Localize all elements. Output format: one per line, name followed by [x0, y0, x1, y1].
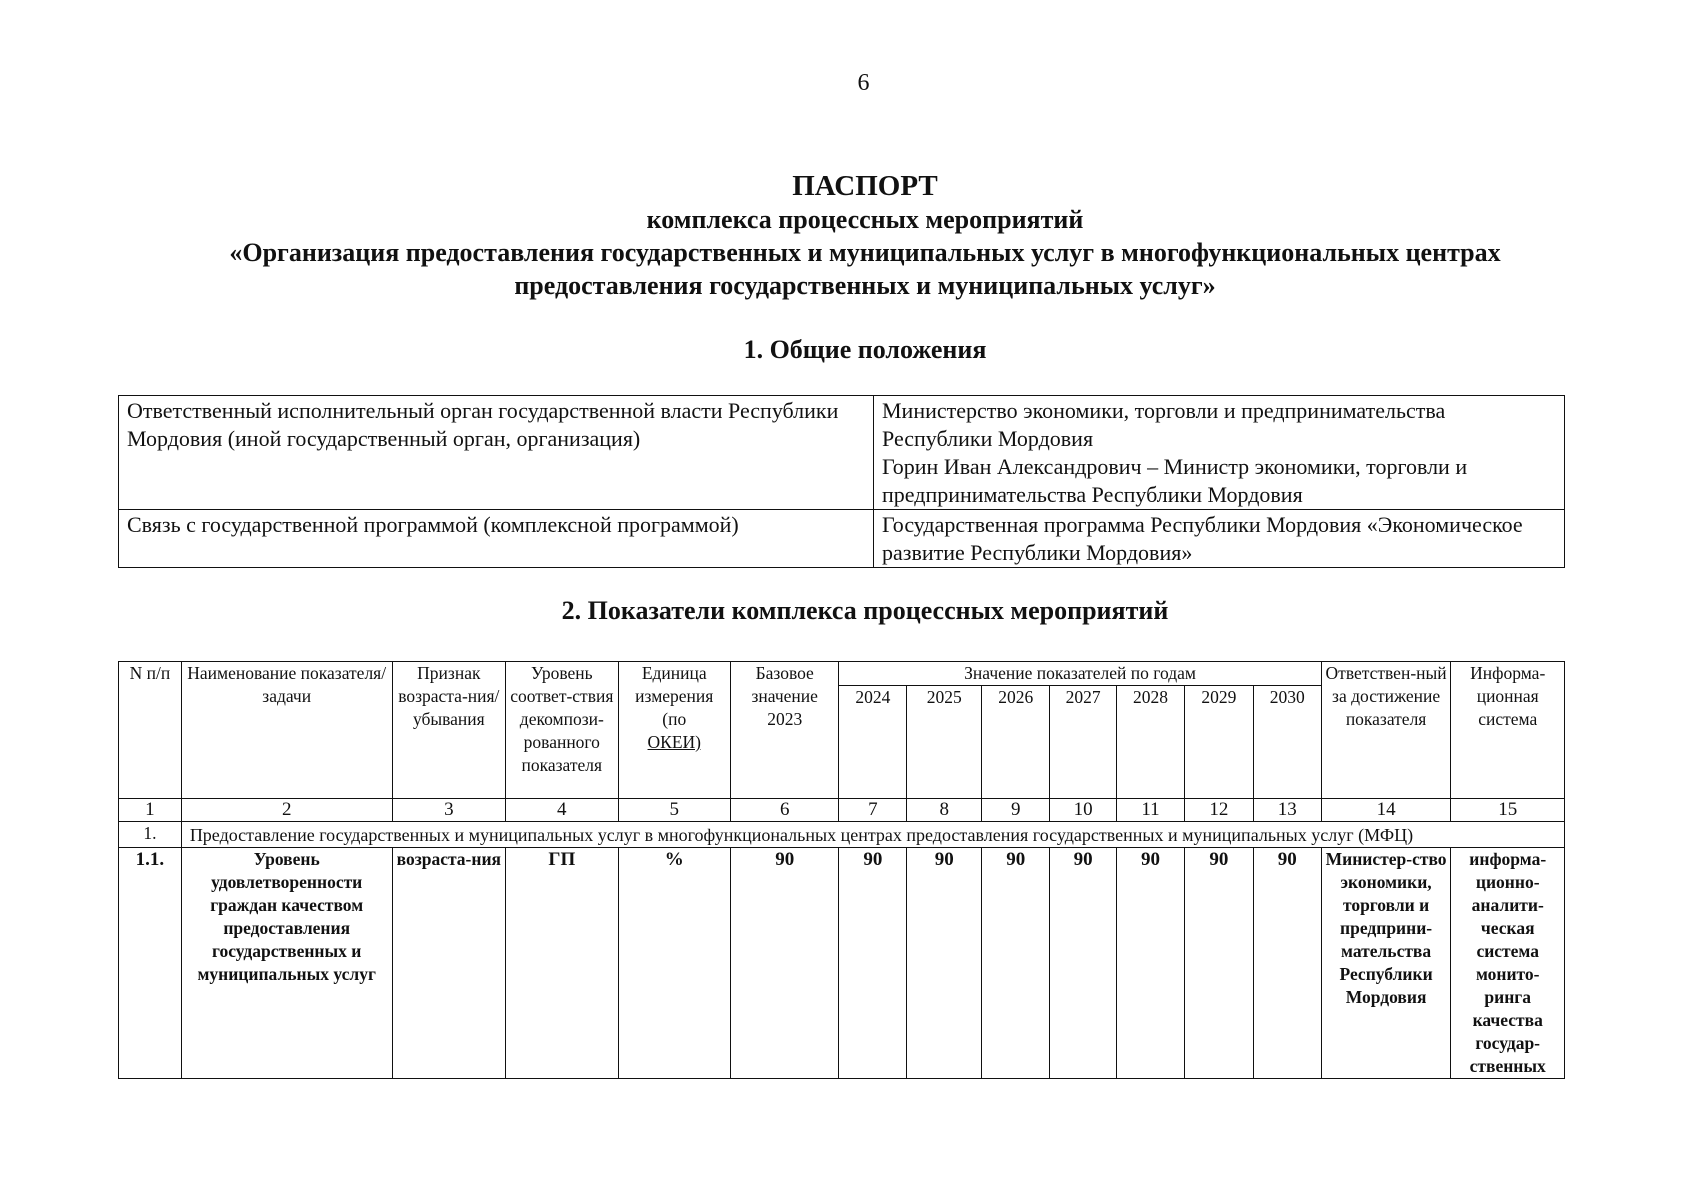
section-row-num: 1. — [119, 822, 182, 848]
general-provisions-table — [118, 395, 1565, 568]
col-header-num: N п/п — [119, 662, 182, 799]
column-number: 9 — [982, 799, 1050, 822]
table-row — [119, 396, 1565, 510]
header-row — [119, 662, 1565, 686]
responsible-body-minister: Горин Иван Александрович – Министр экономики, торговли и предпринимательства Республики Мордовия — [882, 454, 1468, 507]
section-row — [119, 822, 1565, 848]
section-row-title: Предоставление государственных и муниципальных услуг в многофункциональных центрах предоставления государственных и муниципальных услуг (МФЦ) — [181, 822, 1564, 848]
indicator-value-2030: 90 — [1253, 848, 1321, 1079]
indicators-table — [118, 661, 1565, 1079]
indicator-value-2029: 90 — [1184, 848, 1253, 1079]
column-number: 12 — [1184, 799, 1253, 822]
indicator-responsible: Министер-ство экономики, торговли и предприни-мательства Республики Мордовия — [1321, 848, 1451, 1079]
indicator-value-2027: 90 — [1050, 848, 1117, 1079]
column-number: 7 — [839, 799, 907, 822]
passport-title-block — [120, 170, 1610, 302]
col-header-unit-okei: ОКЕИ) — [647, 732, 701, 752]
col-header-year: 2030 — [1253, 686, 1321, 799]
indicator-name: Уровень удовлетворенности граждан качеством предоставления государственных и муниципальных услуг — [181, 848, 392, 1079]
indicator-base-value: 90 — [731, 848, 839, 1079]
col-header-year: 2027 — [1050, 686, 1117, 799]
indicator-unit: % — [618, 848, 730, 1079]
col-header-year: 2028 — [1117, 686, 1185, 799]
column-number: 4 — [506, 799, 618, 822]
column-number: 3 — [392, 799, 505, 822]
indicator-trend: возраста-ния — [392, 848, 505, 1079]
col-header-unit — [618, 662, 730, 799]
col-header-name: Наименование показателя/задачи — [181, 662, 392, 799]
complex-name-line-1: «Организация предоставления государственных и муниципальных услуг в многофункциональных центрах — [229, 238, 1501, 267]
indicator-value-2028: 90 — [1117, 848, 1185, 1079]
col-header-year: 2025 — [907, 686, 982, 799]
indicator-value-2024: 90 — [839, 848, 907, 1079]
section-1-heading: 1. Общие положения — [743, 335, 987, 364]
col-header-years-group: Значение показателей по годам — [839, 662, 1321, 686]
page-number: 6 — [857, 70, 870, 96]
responsible-body-ministry: Министерство экономики, торговли и предпринимательства Республики Мордовия — [882, 398, 1446, 451]
complex-name-line-2: предоставления государственных и муниципальных услуг» — [514, 271, 1216, 300]
column-number: 8 — [907, 799, 982, 822]
indicator-value-2026: 90 — [982, 848, 1050, 1079]
col-header-year: 2024 — [839, 686, 907, 799]
column-number: 2 — [181, 799, 392, 822]
col-header-base-year: 2023 — [767, 709, 803, 729]
column-number: 10 — [1050, 799, 1117, 822]
table-row — [119, 848, 1565, 1079]
responsible-body-label: Ответственный исполнительный орган государственной власти Республики Мордовия (иной государственный орган, организация) — [119, 396, 874, 510]
column-number-row — [119, 799, 1565, 822]
column-number: 14 — [1321, 799, 1451, 822]
col-header-responsible: Ответствен-ный за достижение показателя — [1321, 662, 1451, 799]
indicator-system: информа-ционно-аналити-ческая система монито-ринга качества государ-ственных — [1451, 848, 1565, 1079]
col-header-level: Уровень соответ-ствия декомпози-рованного показателя — [506, 662, 618, 799]
column-number: 13 — [1253, 799, 1321, 822]
col-header-unit-text: Единица измерения (по — [635, 663, 714, 729]
program-link-value: Государственная программа Республики Мордовия «Экономическое развитие Республики Мордовия» — [874, 510, 1565, 568]
col-header-trend: Признак возраста-ния/ убывания — [392, 662, 505, 799]
col-header-base-text: Базовое значение — [751, 663, 818, 706]
col-header-year: 2026 — [982, 686, 1050, 799]
indicator-value-2025: 90 — [907, 848, 982, 1079]
document-title: ПАСПОРТ — [792, 170, 938, 202]
column-number: 15 — [1451, 799, 1565, 822]
section-2-heading: 2. Показатели комплекса процессных мероприятий — [561, 596, 1169, 625]
indicator-level: ГП — [506, 848, 618, 1079]
program-link-label: Связь с государственной программой (комплексной программой) — [119, 510, 874, 568]
col-header-year: 2029 — [1184, 686, 1253, 799]
column-number: 1 — [119, 799, 182, 822]
indicator-num: 1.1. — [119, 848, 182, 1079]
table-row — [119, 510, 1565, 568]
col-header-base — [731, 662, 839, 799]
responsible-body-value — [874, 396, 1565, 510]
document-subtitle: комплекса процессных мероприятий — [646, 205, 1084, 234]
column-number: 11 — [1117, 799, 1185, 822]
column-number: 6 — [731, 799, 839, 822]
col-header-system: Информа-ционная система — [1451, 662, 1565, 799]
column-number: 5 — [618, 799, 730, 822]
